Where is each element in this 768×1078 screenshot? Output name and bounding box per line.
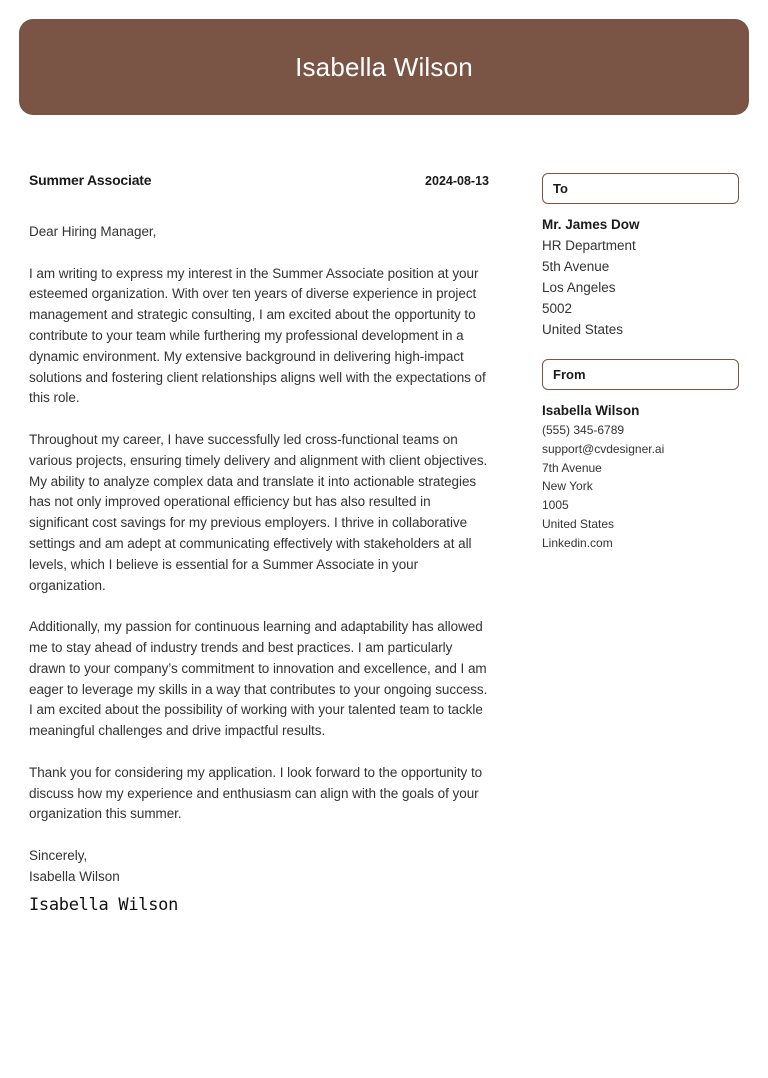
sender-email: support@cvdesigner.ai [542, 441, 665, 456]
sender-linkedin: Linkedin.com [542, 535, 613, 550]
paragraph-2: Throughout my career, I have successfully led cross-functional teams on various projects, ensuring timely delivery and alignment with client objectives. My ability to analyze complex data and translate it into actionable strategies has not only improved operational efficiency but has also resulted in significant cost savings for my previous employers. I thrive in collaborative settings and am adept at communicating effectively with stakeholders at all levels, which I believe is essential for a Summer Associate in your organization. [29, 431, 488, 593]
applicant-name: Isabella Wilson [295, 51, 473, 82]
sender-city: New York [542, 479, 593, 494]
paragraph-4: Thank you for considering my application. I look forward to the opportunity to discuss how my experience and enthusiasm can align with the goals of your organization this summer. [29, 764, 483, 822]
closing-name: Isabella Wilson [29, 868, 120, 884]
signature: Isabella Wilson [29, 894, 179, 915]
to-label-box [542, 173, 739, 204]
from-label: From [553, 367, 586, 382]
recipient-address [542, 214, 739, 340]
sender-zip: 1005 [542, 498, 569, 513]
sender-street: 7th Avenue [542, 460, 602, 475]
from-label-box [542, 359, 739, 390]
closing-phrase: Sincerely, [29, 847, 88, 863]
header-banner [19, 19, 749, 115]
recipient-city: Los Angeles [542, 280, 616, 295]
to-label: To [553, 181, 568, 196]
recipient-country: United States [542, 322, 624, 337]
sender-address [542, 400, 739, 553]
sender-phone: (555) 345-6789 [542, 423, 625, 437]
recipient-zip: 5002 [542, 301, 573, 316]
job-title: Summer Associate [29, 172, 152, 188]
letter-meta [29, 172, 489, 192]
paragraph-3: Additionally, my passion for continuous learning and adaptability has allowed me to stay ahead of industry trends and best practices. I am particularly drawn to your company’s commitment to innovation and excellence, and I am eager to leverage my skills in a way that contributes to your ongoing success. I am excited about the possibility of working with your talented team to tackle meaningful challenges and drive impactful results. [29, 619, 488, 739]
recipient-street: 5th Avenue [542, 259, 610, 274]
greeting: Dear Hiring Manager, [29, 224, 157, 239]
recipient-name: Mr. James Dow [542, 217, 640, 232]
sender-country: United States [542, 516, 615, 531]
address-sidebar [542, 173, 739, 553]
recipient-department: HR Department [542, 238, 636, 253]
letter-date: 2024-08-13 [425, 174, 489, 188]
letter-body [29, 172, 489, 915]
paragraph-1: I am writing to express my interest in the Summer Associate position at your esteemed organization. With over ten years of diverse experience in project management and strategic consulting, I am excited about the opportunity to contribute to your team while furthering my professional development in a dynamic environment. My extensive background in delivering high-impact solutions and fostering client relationships aligns well with the expectations of this role. [29, 265, 486, 406]
sender-name: Isabella Wilson [542, 403, 640, 418]
